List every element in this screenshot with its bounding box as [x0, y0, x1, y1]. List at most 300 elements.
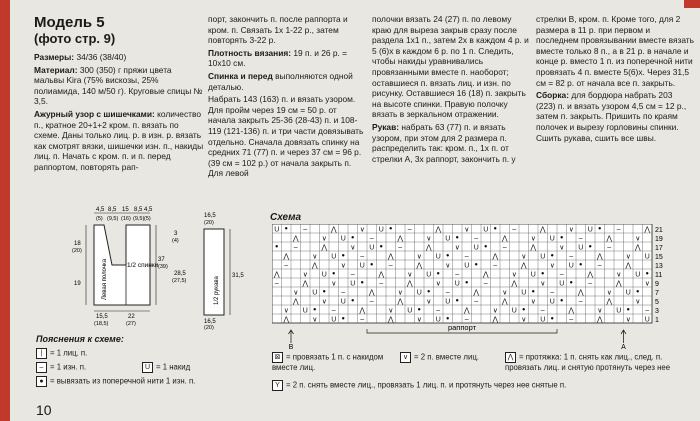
chart-stitch-symbol: –	[474, 235, 479, 243]
chart-stitch-symbol: ∨	[597, 307, 603, 315]
chart-stitch-symbol: –	[388, 262, 393, 270]
chart-stitch-symbol: •	[541, 268, 545, 279]
chart-stitch-symbol: ⋀	[368, 289, 375, 297]
chart-stitch-symbol: ∨	[521, 253, 527, 261]
chart-stitch-symbol: ∨	[293, 289, 299, 297]
sleeve-width-mid: 28,5	[174, 271, 186, 277]
chart-stitch-symbol: ⋀	[492, 316, 499, 324]
chart-stitch-symbol: –	[331, 307, 336, 315]
chart-stitch-symbol: ⋀	[625, 262, 632, 270]
chart-stitch-symbol: –	[474, 298, 479, 306]
sizes-label: Размеры:	[34, 52, 75, 62]
chart-stitch-symbol: U	[321, 271, 327, 279]
density-label: Плотность вязания:	[208, 47, 292, 58]
legend-item-yarnover	[142, 362, 190, 373]
chart-stitch-symbol: U	[312, 289, 318, 297]
chart-stitch-symbol: –	[607, 244, 612, 252]
chart-stitch-symbol: –	[502, 244, 507, 252]
model-subtitle: (фото стр. 9)	[34, 31, 116, 46]
chart-row-number: 11	[655, 272, 663, 279]
chart-stitch-symbol: ∨	[502, 289, 508, 297]
chart-stitch-symbol: ⋀	[387, 316, 394, 324]
chart-stitch-symbol: U	[530, 271, 536, 279]
chart-stitch-symbol: ⋀	[511, 280, 518, 288]
chart-stitch-symbol: ⋀	[606, 235, 613, 243]
chart-stitch-symbol: ⋀	[596, 253, 603, 261]
chart-stitch-symbol: ⋀	[473, 289, 480, 297]
chart-stitch-symbol: ∨	[606, 289, 612, 297]
chart-stitch-symbol: ∨	[464, 226, 470, 234]
chart-stitch-symbol: •	[322, 286, 326, 297]
chart-stitch-symbol: U	[378, 226, 384, 234]
chart-stitch-symbol: –	[569, 253, 574, 261]
rapport-label: раппорт	[447, 323, 477, 332]
legend-item-cdd	[272, 380, 692, 391]
knit-symbol-icon: |	[36, 348, 47, 359]
chart-stitch-symbol: •	[455, 295, 459, 306]
page-number: 10	[36, 402, 52, 418]
cdd-symbol-icon: Y	[272, 380, 283, 391]
chart-stitch-symbol: U	[644, 253, 650, 261]
chart-stitch-symbol: –	[293, 244, 298, 252]
legend-item-knit-yo-together	[272, 352, 392, 373]
chart-stitch-symbol: U	[473, 244, 479, 252]
chart-stitch-symbol: ∨	[492, 307, 498, 315]
chart-grid	[272, 224, 652, 324]
corner-accent	[684, 0, 700, 8]
chart-stitch-symbol: •	[341, 250, 345, 261]
chart-stitch-symbol: •	[351, 232, 355, 243]
chart-stitch-symbol: ∨	[321, 298, 327, 306]
column-1	[34, 14, 204, 175]
chart-stitch-symbol: –	[455, 271, 460, 279]
density-value: 19 п. и 26 р. = 10х10 см.	[208, 47, 348, 69]
sleeve-side-small-alt: (4)	[172, 238, 179, 244]
chart-stitch-symbol: U	[578, 244, 584, 252]
body-left-h1-alt: (20)	[72, 248, 82, 254]
chart-stitch-symbol: –	[341, 289, 346, 297]
legend-text: = вывязать из поперечной нити 1 изн. п.	[50, 376, 196, 386]
body-top-dim-alt-2: (9,5)	[107, 216, 119, 222]
chart-stitch-symbol: U	[340, 298, 346, 306]
chart-stitch-symbol: •	[636, 286, 640, 297]
chart-stitch-symbol: –	[445, 289, 450, 297]
material-paragraph	[34, 65, 204, 107]
chart-stitch-symbol: U	[454, 280, 460, 288]
chart-stitch-symbol: ∨	[283, 307, 289, 315]
chart-row-number: 1	[655, 317, 659, 324]
chart-stitch-symbol: •	[417, 304, 421, 315]
sleeve-bottom-alt: (20)	[204, 325, 214, 330]
body-bottom-right-alt: (27)	[126, 321, 136, 327]
chart-stitch-symbol: •	[389, 224, 393, 234]
sleeve-top: 16,5	[204, 213, 216, 219]
chart-stitch-symbol: U	[644, 316, 650, 324]
assembly-paragraph	[536, 90, 694, 143]
chart-stitch-symbol: –	[369, 235, 374, 243]
chart-stitch-symbol: U	[340, 235, 346, 243]
sleeve-paragraph	[372, 122, 530, 164]
chart-stitch-symbol: U	[445, 235, 451, 243]
chart-row-number: 5	[655, 299, 659, 306]
chart-stitch-symbol: ⋀	[311, 262, 318, 270]
chart-stitch-symbol: ⋀	[283, 253, 290, 261]
chart-stitch-symbol: –	[578, 235, 583, 243]
chart-stitch-symbol: U	[483, 226, 489, 234]
body-top-dim-alt-3: (16)	[121, 216, 131, 222]
chart-stitch-symbol: ⋀	[397, 235, 404, 243]
chart-stitch-symbol: –	[597, 262, 602, 270]
b-arrow-label: B	[288, 344, 294, 351]
chart-stitch-symbol: ⋀	[539, 226, 546, 234]
chart-stitch-symbol: ⋀	[435, 226, 442, 234]
chart-stitch-symbol: U	[464, 262, 470, 270]
chart-stitch-symbol: –	[483, 280, 488, 288]
chart-stitch-symbol: •	[284, 224, 288, 234]
chart-stitch-symbol: ⋀	[321, 244, 328, 252]
chart-stitch-symbol: U	[416, 289, 422, 297]
chart-stitch-symbol: ∨	[388, 307, 394, 315]
legend-text: = протяжка: 1 п. снять как лиц., след. п. провязать лиц. и снятую протянуть через нее	[505, 352, 671, 372]
sleeve-bottom: 16,5	[204, 319, 216, 325]
col4-text1: стрелки В, кром. п. Кроме того, для 2 размера в 11 р. при первом и последнем провязывании вместе вязать вместе только 8 п., а в 21 р. в начале и конце р. вместо 1 п. из поперечной нити провязать 4 п. вместе 5(6)х. Через 31,5 см = 82 р. от начала все п. закрыть.	[536, 14, 695, 88]
chart-row-number: 21	[655, 227, 663, 234]
material-label: Материал:	[34, 64, 78, 75]
chart-stitch-symbol: U	[369, 244, 375, 252]
left-front-label: Левая полочка	[102, 258, 108, 300]
chart-stitch-symbol: ⋀	[283, 316, 290, 324]
body-top-dim-3: 15	[122, 207, 129, 213]
chart-stitch-symbol: •	[313, 304, 317, 315]
sleeve-height: 31,5	[232, 273, 244, 279]
body-left-h1: 18	[74, 241, 81, 247]
body-top-dim-alt-5: (5)	[144, 216, 151, 222]
chart-stitch-symbol: –	[274, 280, 279, 288]
chart-stitch-symbol: •	[446, 250, 450, 261]
knitting-chart	[272, 224, 682, 354]
col3-text1: полочки вязать 24 (27) п. по левому краю для выреза закрыв сразу после раздела 1х1 п., затем 2х в каждом 4 р. и 5 (6)х в каждом 6 р. по 1 п. Следить, чтобы накиды уравнивались провязанными вместе п. наоборот; оставшиеся п. вязать лиц. и изн. по рисунку. Оставшиеся 16 (18) п. закрыть на высоте спинки. Правую полочку вязать в зеркальном отражении.	[372, 14, 529, 120]
chart-stitch-symbol: U	[587, 226, 593, 234]
body-height: 37	[158, 257, 165, 263]
purl-symbol-icon: –	[36, 362, 47, 373]
chart-stitch-symbol: U	[331, 316, 337, 324]
lace-text: количество п., кратное 20+1+2 кром. п. вязать по схеме. Даны только лиц. р. в изн. р. вязать как смотрят вязки, шишечки изн. п., накиды лиц. п. Начать с кром. п. и п. перед раппортом, повторять рап-	[34, 108, 204, 172]
chart-stitch-symbol: –	[303, 226, 308, 234]
chart-row-number: 17	[655, 245, 663, 252]
chart-stitch-symbol: –	[569, 316, 574, 324]
density-paragraph	[208, 48, 366, 69]
chart-stitch-symbol: –	[407, 226, 412, 234]
ssk-symbol-icon: ⋀	[505, 352, 516, 363]
chart-row-number: 3	[655, 308, 659, 315]
chart-stitch-symbol: ⋀	[359, 307, 366, 315]
chart-stitch-symbol: U	[435, 253, 441, 261]
chart-stitch-symbol: •	[446, 313, 450, 324]
chart-row-number: 7	[655, 290, 659, 297]
chart-stitch-symbol: ⋀	[615, 280, 622, 288]
legend-text: = 2 п. снять вместе лиц., провязать 1 лиц. п. и протянуть через нее снятые п.	[286, 380, 567, 390]
chart-stitch-symbol: U	[274, 226, 280, 234]
chart-stitch-symbol: ⋀	[273, 271, 280, 279]
column-4	[536, 14, 694, 145]
chart-stitch-symbol: •	[455, 232, 459, 243]
bobble-symbol-icon: ●	[36, 376, 47, 387]
chart-stitch-symbol: ∨	[549, 262, 555, 270]
chart-row-number: 9	[655, 281, 659, 288]
chart-stitch-symbol: •	[379, 241, 383, 252]
column-2	[208, 14, 366, 181]
sleeve-side-small: 3	[174, 231, 178, 237]
yarnover-symbol-icon: U	[142, 362, 153, 373]
chart-stitch-symbol: –	[645, 307, 650, 315]
chart-stitch-symbol: •	[550, 313, 554, 324]
chart-stitch-symbol: •	[645, 268, 649, 279]
chart-stitch-symbol: •	[332, 268, 336, 279]
chart-stitch-symbol: U	[568, 262, 574, 270]
chart-stitch-symbol: •	[474, 259, 478, 270]
lace-paragraph	[34, 109, 204, 173]
model-title: Модель 5	[34, 14, 105, 31]
chart-stitch-symbol: •	[370, 259, 374, 270]
legend-title: Пояснения к схеме:	[36, 334, 124, 344]
half-back-label: 1/2 спинки	[127, 262, 159, 269]
chart-stitch-symbol: ⋀	[587, 271, 594, 279]
chart-stitch-symbol: ⋀	[425, 244, 432, 252]
chart-stitch-symbol: •	[341, 313, 345, 324]
chart-stitch-symbol: –	[379, 280, 384, 288]
sleeve-value: набрать 63 (77) п. и вязать узором, при этом для 2 размера п. распределить так: кром. п., 1х п. от стрелки А, 3х раппорт, закончить п. у	[372, 121, 516, 164]
a-arrow-label: A	[621, 344, 626, 351]
k2tog-symbol-icon: ∨	[400, 352, 411, 363]
chart-stitch-symbol: ⋀	[644, 226, 651, 234]
chart-stitch-symbol: ⋀	[302, 280, 309, 288]
chart-stitch-symbol: •	[588, 241, 592, 252]
body-bottom-right: 22	[128, 314, 135, 320]
chart-stitch-symbol: •	[550, 250, 554, 261]
chart-stitch-symbol: ∨	[625, 253, 631, 261]
chart-stitch-symbol: ∨	[416, 316, 422, 324]
body-top-dim-1: 4,5	[96, 207, 105, 213]
body-top-dim-alt-4: (9,5)	[133, 216, 145, 222]
legend-text: = 1 лиц. п.	[50, 348, 88, 358]
chart-row-number: 13	[655, 263, 663, 270]
left-accent-bar	[0, 0, 10, 421]
chart-stitch-symbol: ⋀	[463, 307, 470, 315]
chart-stitch-symbol: ∨	[644, 280, 650, 288]
schema-title: Схема	[270, 212, 302, 223]
chart-stitch-symbol: U	[331, 253, 337, 261]
chart-stitch-symbol: •	[569, 277, 573, 288]
chart-stitch-symbol: ⋀	[606, 298, 613, 306]
chart-stitch-symbol: •	[522, 304, 526, 315]
chart-stitch-symbol: ∨	[397, 289, 403, 297]
chart-stitch-symbol: •	[427, 286, 431, 297]
chart-stitch-symbol: ⋀	[501, 298, 508, 306]
chart-stitch-symbol: ⋀	[577, 289, 584, 297]
chart-row-number: 19	[655, 236, 663, 243]
chart-stitch-symbol: –	[398, 244, 403, 252]
chart-stitch-symbol: ⋀	[501, 235, 508, 243]
body-left-h2: 19	[74, 281, 81, 287]
chart-stitch-symbol: ∨	[340, 262, 346, 270]
chart-stitch-symbol: ⋀	[416, 262, 423, 270]
chart-stitch-symbol: ∨	[559, 244, 565, 252]
chart-stitch-symbol: ⋀	[634, 244, 641, 252]
legend-item-k2tog	[400, 352, 500, 363]
chart-stitch-symbol: ∨	[635, 298, 641, 306]
back-label: Спинка и перед	[208, 70, 273, 81]
body-top-dim-2: 8,5	[108, 207, 117, 213]
chart-stitch-symbol: U	[549, 298, 555, 306]
chart-stitch-symbol: U	[350, 280, 356, 288]
chart-stitch-symbol: ∨	[331, 280, 337, 288]
chart-stitch-symbol: U	[635, 271, 641, 279]
chart-stitch-symbol: ⋀	[397, 298, 404, 306]
chart-stitch-symbol: ∨	[302, 271, 308, 279]
chart-stitch-symbol: ⋀	[482, 271, 489, 279]
chart-stitch-symbol: U	[625, 289, 631, 297]
chart-stitch-symbol: ∨	[407, 271, 413, 279]
col2-text1: порт, закончить п. после раппорта и кром. п. Связать 1х 1-22 р., затем повторять 3-22 р.	[208, 14, 348, 46]
material-value: 300 (350) г пряжи цвета мальвы Kira (75% вискозы, 25% полиамида, 140 м/50 г). Круговые спицы № 3,5.	[34, 64, 203, 107]
legend-item-ssk	[505, 352, 693, 373]
sizes-value: 34/36 (38/40)	[76, 52, 127, 62]
chart-stitch-symbol: ⋀	[378, 271, 385, 279]
chart-stitch-symbol: ∨	[511, 271, 517, 279]
chart-stitch-symbol: ∨	[312, 316, 318, 324]
chart-stitch-symbol: ∨	[530, 235, 536, 243]
chart-stitch-symbol: ⋀	[292, 298, 299, 306]
chart-stitch-symbol: ∨	[616, 271, 622, 279]
legend-item-knit	[36, 348, 87, 359]
b-arrow-icon	[289, 330, 294, 343]
chart-stitch-symbol: ⋀	[568, 307, 575, 315]
legend-text: = провязать 1 п. с накидом вместе лиц.	[272, 352, 384, 372]
body-height-alt: (39)	[158, 264, 168, 270]
chart-stitch-symbol: –	[616, 226, 621, 234]
chart-stitch-symbol: ∨	[568, 226, 574, 234]
legend-text: = 1 накид	[156, 362, 191, 372]
chart-stitch-symbol: –	[550, 289, 555, 297]
sleeve-label: 1/2 рукава	[214, 276, 220, 305]
sleeve-top-alt: (20)	[204, 220, 214, 226]
chart-stitch-symbol: U	[540, 316, 546, 324]
chart-stitch-symbol: ∨	[435, 280, 441, 288]
chart-stitch-symbol: –	[284, 262, 289, 270]
chart-stitch-symbol: ⋀	[520, 262, 527, 270]
chart-stitch-symbol: •	[560, 295, 564, 306]
chart-stitch-symbol: ⋀	[492, 253, 499, 261]
chart-stitch-symbol: U	[435, 316, 441, 324]
chart-stitch-symbol: •	[598, 224, 602, 234]
chart-stitch-symbol: –	[464, 253, 469, 261]
chart-stitch-symbol: •	[484, 241, 488, 252]
chart-stitch-symbol: •	[626, 304, 630, 315]
chart-stitch-symbol: –	[540, 307, 545, 315]
chart-stitch-symbol: •	[493, 224, 497, 234]
chart-stitch-symbol: ⋀	[292, 235, 299, 243]
chart-stitch-symbol: ⋀	[387, 253, 394, 261]
chart-stitch-symbol: •	[436, 268, 440, 279]
chart-stitch-symbol: ∨	[445, 262, 451, 270]
chart-stitch-symbol: ∨	[454, 244, 460, 252]
assembly-label: Сборка:	[536, 90, 569, 101]
chart-stitch-symbol: ⋀	[406, 280, 413, 288]
chart-stitch-symbol: –	[493, 262, 498, 270]
chart-stitch-symbol: U	[426, 271, 432, 279]
chart-stitch-symbol: U	[445, 298, 451, 306]
legend-item-bobble	[36, 376, 262, 387]
chart-stitch-symbol: U	[511, 307, 517, 315]
chart-stitch-symbol: •	[531, 286, 535, 297]
chart-stitch-symbol: ∨	[540, 280, 546, 288]
chart-stitch-symbol: ∨	[321, 235, 327, 243]
chart-stitch-symbol: ∨	[359, 226, 365, 234]
sizes-paragraph	[34, 52, 204, 63]
sleeve-label: Рукав:	[372, 121, 400, 132]
body-top-dim-alt-1: (5)	[96, 216, 103, 222]
chart-stitch-symbol: •	[579, 259, 583, 270]
back-value: выполняются одной деталью.	[208, 70, 353, 92]
chart-stitch-symbol: ⋀	[330, 226, 337, 234]
chart-stitch-symbol: U	[359, 262, 365, 270]
chart-stitch-symbol: •	[465, 277, 469, 288]
chart-stitch-symbol: •	[275, 241, 279, 252]
chart-stitch-symbol: U	[549, 235, 555, 243]
chart-stitch-symbol: ∨	[426, 298, 432, 306]
chart-stitch-symbol: U	[540, 253, 546, 261]
chart-stitch-symbol: U	[302, 307, 308, 315]
body-bottom-left-alt: (18,5)	[94, 321, 109, 327]
chart-stitch-symbol: –	[360, 316, 365, 324]
assembly-value: для бордюра набрать 203 (223) п. и вязать узором 4,5 см = 12 р., затем п. закрыть. Пришить по краям полочек и вырезу горловины спинки. Сшить рукава, сшить все швы.	[536, 90, 687, 143]
back-paragraph	[208, 71, 366, 92]
legend-item-purl	[36, 362, 86, 373]
chart-stitch-symbol: U	[521, 289, 527, 297]
chart-stitch-symbol: –	[512, 226, 517, 234]
chart-stitch-symbol: –	[588, 280, 593, 288]
chart-stitch-symbol: –	[350, 271, 355, 279]
column-3	[372, 14, 530, 166]
chart-stitch-symbol: ∨	[625, 316, 631, 324]
chart-stitch-symbol: ∨	[635, 235, 641, 243]
chart-stitch-symbol: ∨	[426, 235, 432, 243]
chart-stitch-symbol: –	[360, 253, 365, 261]
chart-stitch-symbol: U	[559, 280, 565, 288]
pattern-pieces-diagram	[34, 205, 264, 330]
chart-stitch-symbol: ∨	[521, 316, 527, 324]
chart-row-number: 15	[655, 254, 663, 261]
chart-stitch-symbol: ⋀	[530, 244, 537, 252]
chart-stitch-symbol: U	[616, 307, 622, 315]
col2-text2: Набрать 143 (163) п. и вязать узором. Для пройм через 19 см = 50 р. от начала закрыть 25-36 (28-43) п. и 108-119 (121-136) п. и три части довязывать отдельно. Сначала довязать спинку на средних 71 (77) п. и через 37 см = 96 р. (39 см = 102 р.) от начала закрыть п. Для левой	[208, 94, 364, 179]
legend-text: = 1 изн. п.	[50, 362, 87, 372]
body-bottom-left: 15,5	[96, 314, 108, 320]
chart-stitch-symbol: ∨	[530, 298, 536, 306]
a-arrow-icon	[621, 330, 626, 343]
body-top-dim-5: 4,5	[144, 207, 153, 213]
chart-stitch-symbol: ∨	[416, 253, 422, 261]
chart-stitch-symbol: –	[464, 316, 469, 324]
chart-stitch-symbol: ∨	[350, 244, 356, 252]
chart-stitch-symbol: •	[560, 232, 564, 243]
knit-yo-together-icon: ⊠	[272, 352, 283, 363]
legend-text: = 2 п. вместе лиц.	[414, 352, 479, 362]
body-top-dim-4: 8,5	[134, 207, 143, 213]
lace-label: Ажурный узор с шишечками:	[34, 108, 155, 119]
chart-stitch-symbol: ∨	[312, 253, 318, 261]
chart-stitch-symbol: –	[578, 298, 583, 306]
